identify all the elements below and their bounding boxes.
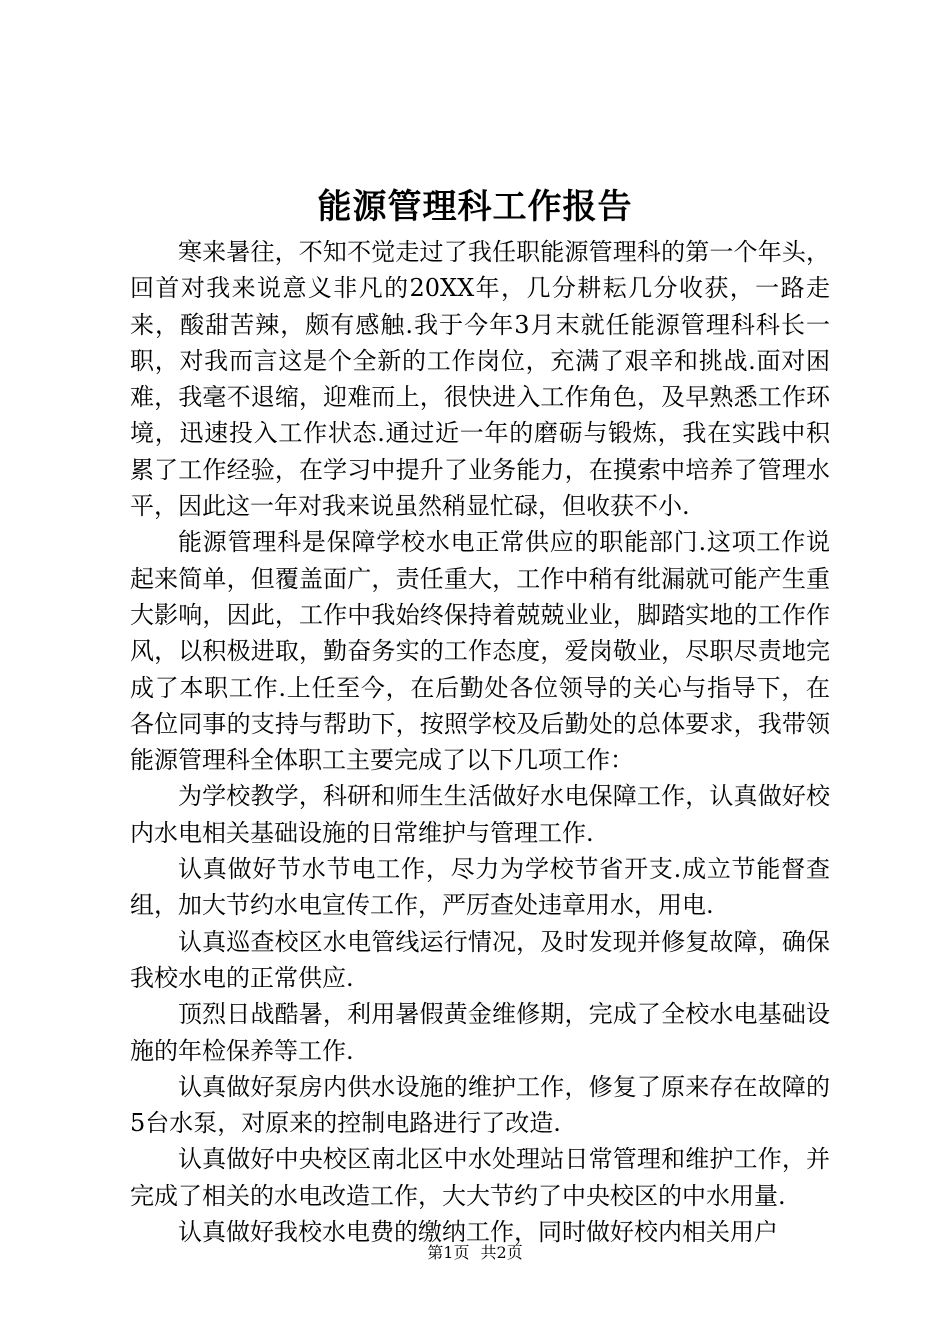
paragraph: 认真做好泵房内供水设施的维护工作，修复了原来存在故障的5台水泵，对原来的控制电路进行了改造. — [130, 1072, 830, 1138]
page-total: 共2页 — [480, 1243, 523, 1262]
paragraph: 能源管理科是保障学校水电正常供应的职能部门.这项工作说起来简单，但覆盖面广，责任重大，工作中稍有纰漏就可能产生重大影响，因此，工作中我始终保持着兢兢业业，脚踏实地的工作作风，以积极进取，勤奋务实的工作态度，爱岗敬业，尽职尽责地完成了本职工作.上任至今，在后勤处各位领导的关心与指导下，在各位同事的支持与帮助下，按照学校及后勤处的总体要求，我带领能源管理科全体职工主要完成了以下几项工作： — [130, 528, 830, 775]
paragraph: 寒来暑往，不知不觉走过了我任职能源管理科的第一个年头，回首对我来说意义非凡的20XX年，几分耕耘几分收获，一路走来，酸甜苦辣，颇有感触.我于今年3月末就任能源管理科科长一职，对我而言这是个全新的工作岗位，充满了艰辛和挑战.面对困难，我毫不退缩，迎难而上，很快进入工作角色，及早熟悉工作环境，迅速投入工作状态.通过近一年的磨砺与锻炼，我在实践中积累了工作经验，在学习中提升了业务能力，在摸索中培养了管理水平，因此这一年对我来说虽然稍显忙碌，但收获不小. — [130, 238, 830, 521]
paragraph: 认真做好我校水电费的缴纳工作，同时做好校内相关用户 — [178, 1218, 778, 1247]
paragraph: 顶烈日战酷暑，利用暑假黄金维修期，完成了全校水电基础设施的年检保养等工作. — [130, 1000, 830, 1065]
page-title: 能源管理科工作报告 — [317, 187, 633, 227]
paragraph: 认真做好节水节电工作，尽力为学校节省开支.成立节能督查组，加大节约水电宣传工作，严厉查处违章用水，用电. — [130, 855, 830, 920]
paragraph: 认真做好中央校区南北区中水处理站日常管理和维护工作，并完成了相关的水电改造工作，大大节约了中央校区的中水用量. — [130, 1145, 830, 1210]
page-number: 第1页 — [427, 1243, 470, 1262]
paragraph: 认真巡查校区水电管线运行情况，及时发现并修复故障，确保我校水电的正常供应. — [130, 927, 830, 992]
document-body — [130, 234, 830, 1250]
page-footer — [0, 1242, 950, 1264]
paragraph: 为学校教学，科研和师生生活做好水电保障工作，认真做好校内水电相关基础设施的日常维护与管理工作. — [130, 782, 830, 847]
